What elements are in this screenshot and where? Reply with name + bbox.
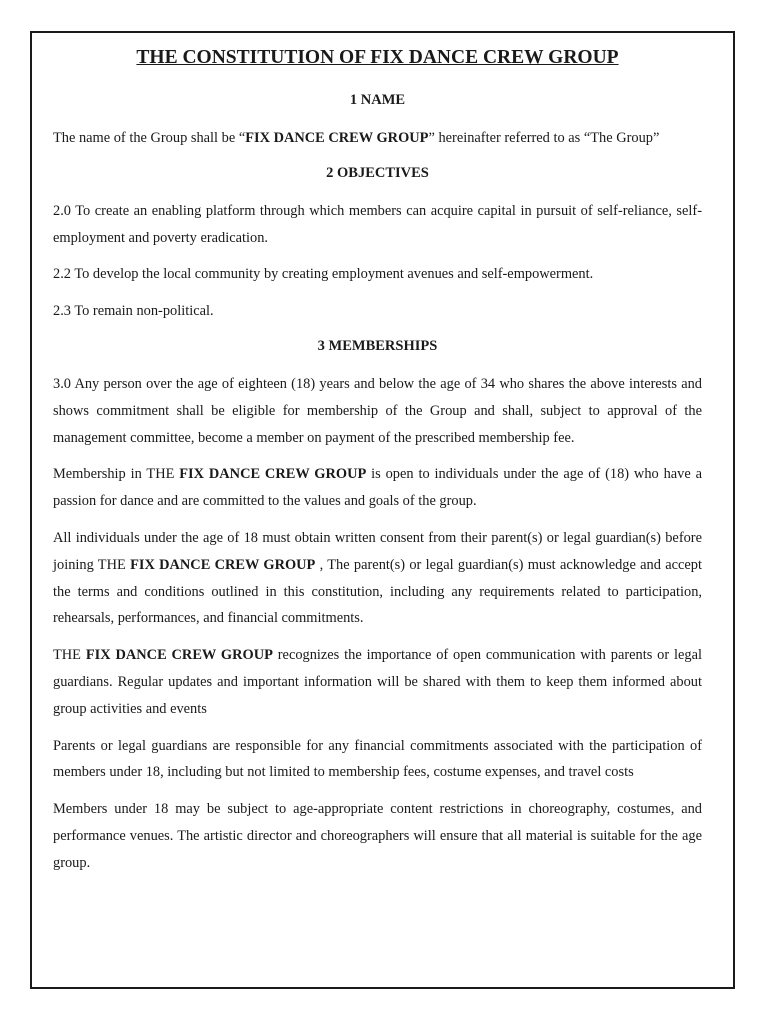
text-run: All individuals under the age of 18 must obtain written consent from their parent(s) or legal guardian(s) before joining THE bbox=[53, 529, 702, 573]
group-name-bold: FIX DANCE CREW GROUP bbox=[179, 466, 367, 483]
group-name-bold: FIX DANCE CREW GROUP bbox=[85, 647, 273, 664]
membership-under-18 bbox=[53, 461, 702, 515]
objective-2-3: 2.3 To remain non-political. bbox=[53, 303, 214, 320]
membership-communication bbox=[53, 642, 702, 722]
text-run: Membership in THE bbox=[53, 466, 180, 483]
group-name-bold: FIX DANCE CREW GROUP bbox=[245, 130, 429, 146]
document-body bbox=[53, 45, 702, 887]
membership-financial: Parents or legal guardians are responsible for any financial commitments associated with the participation of members under 18, including but not limited to membership fees, costume expenses, and travel costs bbox=[53, 737, 702, 781]
objective-2-0: 2.0 To create an enabling platform through which members can acquire capital in pursuit of self-reliance, self-employment and poverty eradication. bbox=[53, 202, 702, 246]
name-paragraph bbox=[53, 125, 702, 152]
section-heading-memberships: 3 MEMBERSHIPS bbox=[317, 337, 438, 354]
text-run: The name of the Group shall be “ bbox=[53, 130, 246, 146]
document-title: THE CONSTITUTION OF FIX DANCE CREW GROUP bbox=[136, 47, 619, 68]
text-run: recognizes the importance of open communication with parents or legal guardians. Regular updates and important information will be shared with them to keep them informed about group activities and events bbox=[53, 647, 702, 717]
section-heading-name: 1 NAME bbox=[349, 92, 406, 108]
section-heading-objectives: 2 OBJECTIVES bbox=[326, 164, 429, 181]
text-run: THE bbox=[53, 647, 86, 664]
membership-content-restrictions: Members under 18 may be subject to age-appropriate content restrictions in choreography, costumes, and performance venues. The artistic director and choreographers will ensure that all material is suitable for the age group. bbox=[53, 801, 702, 871]
text-run: is open to individuals under the age of (18) who have a passion for dance and are committed to the values and goals of the group. bbox=[53, 466, 702, 510]
membership-3-0: 3.0 Any person over the age of eighteen (18) years and below the age of 34 who shares the above interests and shows commitment shall be eligible for membership of the Group and shall, subject to approval of the management committee, become a member on payment of the prescribed membership fee. bbox=[53, 375, 702, 446]
text-run: , The parent(s) or legal guardian(s) must acknowledge and accept the terms and conditions outlined in this constitution, including any requirements related to participation, rehearsals, performances, and financial commitments. bbox=[53, 556, 702, 627]
group-name-bold: FIX DANCE CREW GROUP bbox=[130, 556, 316, 573]
objective-2-2: 2.2 To develop the local community by creating employment avenues and self-empowerment. bbox=[53, 266, 594, 283]
membership-consent bbox=[53, 525, 702, 632]
text-run: ” hereinafter referred to as “The Group” bbox=[428, 130, 660, 146]
